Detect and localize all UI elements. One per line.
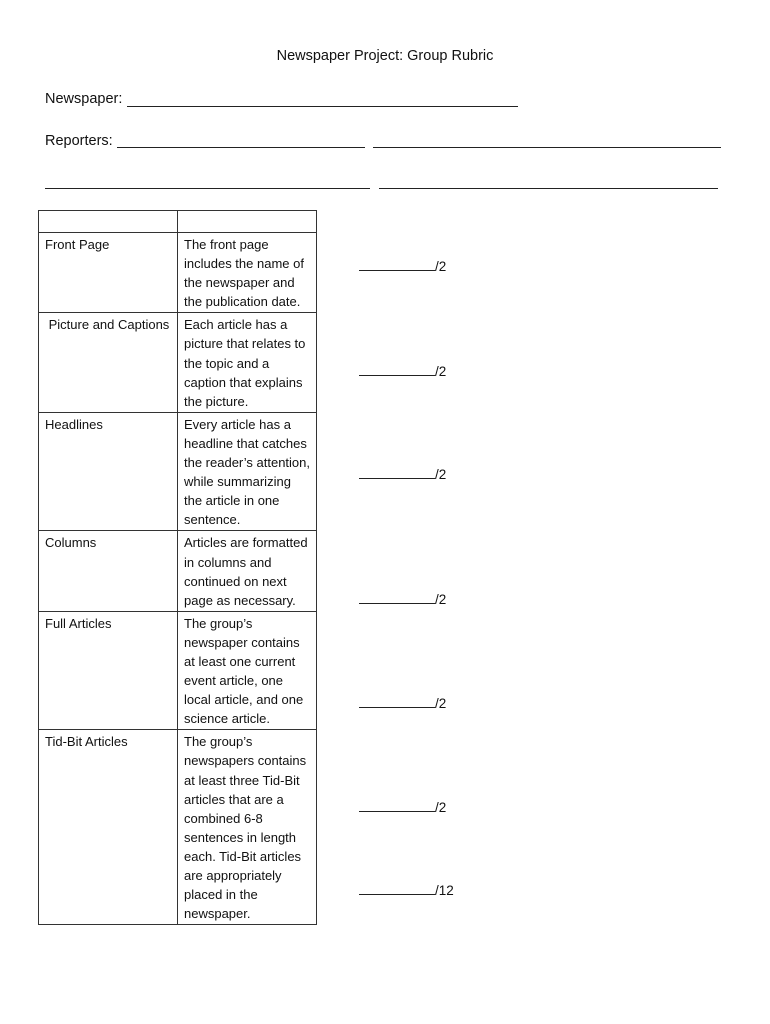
reporter-line-2[interactable] bbox=[373, 147, 721, 148]
criterion-category: Headlines bbox=[39, 412, 178, 531]
criterion-category: Columns bbox=[39, 531, 178, 611]
reporters-label: Reporters: bbox=[45, 133, 113, 149]
rubric-table bbox=[38, 210, 317, 925]
score-total[interactable] bbox=[359, 882, 454, 898]
score-blank[interactable] bbox=[359, 591, 435, 604]
criterion-category: Picture and Captions bbox=[39, 313, 178, 412]
score-tid-bit-articles[interactable] bbox=[359, 799, 446, 815]
score-points: /2 bbox=[435, 467, 447, 482]
table-row bbox=[39, 412, 317, 531]
score-points: /2 bbox=[435, 592, 447, 607]
score-blank[interactable] bbox=[359, 363, 435, 376]
table-header-row bbox=[39, 211, 317, 233]
criterion-description: Articles are formatted in columns and continued on next page as necessary. bbox=[178, 531, 317, 611]
criterion-description: The group’s newspaper contains at least one current event article, one local article, and one science article. bbox=[178, 611, 317, 730]
table-row bbox=[39, 233, 317, 313]
score-full-articles[interactable] bbox=[359, 695, 446, 711]
score-front-page[interactable] bbox=[359, 258, 446, 274]
table-row bbox=[39, 313, 317, 412]
criterion-category: Front Page bbox=[39, 233, 178, 313]
score-headlines[interactable] bbox=[359, 466, 446, 482]
criterion-description: Every article has a headline that catches the reader’s attention, while summarizing the article in one sentence. bbox=[178, 412, 317, 531]
score-points: /2 bbox=[435, 259, 447, 274]
score-points: /2 bbox=[435, 696, 447, 711]
criterion-description: The front page includes the name of the newspaper and the publication date. bbox=[178, 233, 317, 313]
criterion-description: The group’s newspapers contains at least three Tid-Bit articles that are a combined 6-8 sentences in length each. Tid-Bit articles are appropriately placed in the newspaper. bbox=[178, 730, 317, 925]
score-blank[interactable] bbox=[359, 466, 435, 479]
table-row bbox=[39, 531, 317, 611]
newspaper-label: Newspaper: bbox=[45, 91, 123, 107]
score-columns[interactable] bbox=[359, 591, 446, 607]
score-blank[interactable] bbox=[359, 799, 435, 812]
newspaper-name-line[interactable] bbox=[127, 106, 518, 107]
table-row bbox=[39, 730, 317, 925]
score-blank[interactable] bbox=[359, 882, 435, 895]
table-row bbox=[39, 611, 317, 730]
reporter-line-3[interactable] bbox=[45, 188, 370, 189]
score-picture-captions[interactable] bbox=[359, 363, 446, 379]
page-title: Newspaper Project: Group Rubric bbox=[276, 48, 494, 64]
total-points: /12 bbox=[435, 883, 454, 898]
header-cell bbox=[178, 211, 317, 233]
score-blank[interactable] bbox=[359, 695, 435, 708]
reporter-line-4[interactable] bbox=[379, 188, 718, 189]
criterion-description: Each article has a picture that relates to the topic and a caption that explains the picture. bbox=[178, 313, 317, 412]
criterion-category: Tid-Bit Articles bbox=[39, 730, 178, 925]
score-points: /2 bbox=[435, 364, 447, 379]
reporter-line-1[interactable] bbox=[117, 147, 365, 148]
score-blank[interactable] bbox=[359, 258, 435, 271]
score-points: /2 bbox=[435, 800, 447, 815]
criterion-category: Full Articles bbox=[39, 611, 178, 730]
header-cell bbox=[39, 211, 178, 233]
